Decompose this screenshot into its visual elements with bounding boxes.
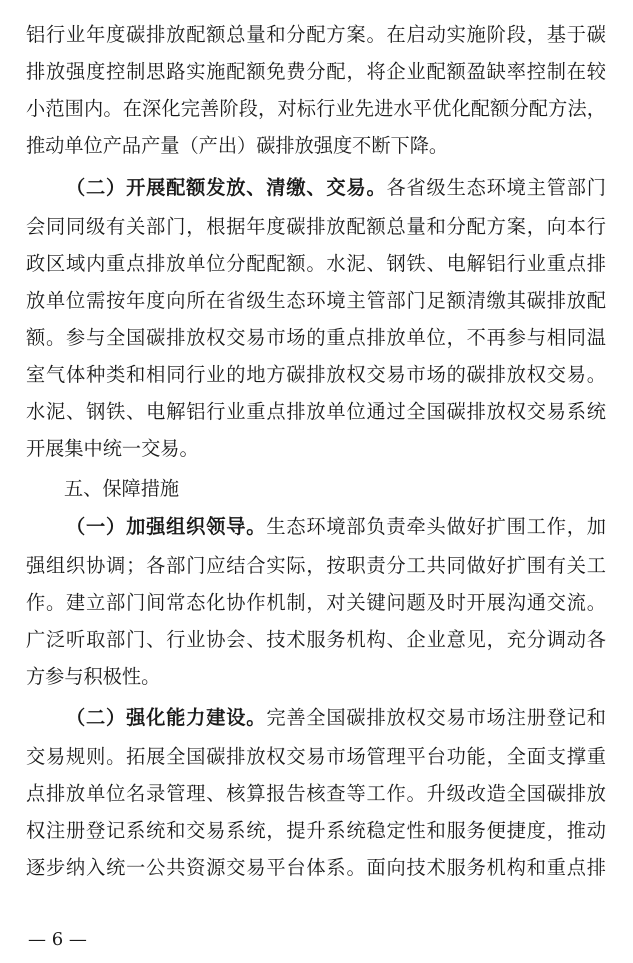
- section-first-line: [66, 705, 606, 731]
- body-text-line: 交易规则。拓展全国碳排放权交易市场管理平台功能，全面支撑重: [26, 745, 606, 768]
- body-text-line: 额。参与全国碳排放权交易市场的重点排放单位，不再参与相同温: [26, 326, 606, 349]
- body-text-line: 作。建立部门间常态化协作机制，对关键问题及时开展沟通交流。: [26, 591, 606, 614]
- body-text-line: 水泥、钢铁、电解铝行业重点排放单位通过全国碳排放权交易系统: [26, 400, 606, 423]
- body-text-line: 方参与积极性。: [26, 665, 161, 688]
- section-heading: 五、保障措施: [64, 477, 180, 500]
- body-text-line: 排放强度控制思路实施配额免费分配，将企业配额盈缺率控制在较: [26, 60, 606, 83]
- page-number: — 6 —: [28, 929, 87, 950]
- body-text-line: 开展集中统一交易。: [26, 437, 199, 460]
- body-text-line: 放单位需按年度向所在省级生态环境主管部门足额清缴其碳排放配: [26, 289, 606, 312]
- section-first-line: [66, 514, 606, 540]
- body-text-line: 广泛听取部门、行业协会、技术服务机构、企业意见，充分调动各: [26, 628, 606, 651]
- section-bold-lead: （二）强化能力建设。: [66, 706, 267, 729]
- body-text-line: 会同同级有关部门，根据年度碳排放配额总量和分配方案，向本行: [26, 215, 606, 238]
- section-lead-rest: 各省级生态环境主管部门: [386, 176, 606, 199]
- body-text-line: 逐步纳入统一公共资源交易平台体系。面向技术服务机构和重点排: [26, 856, 606, 879]
- body-text-line: 推动单位产品产量（产出）碳排放强度不断下降。: [26, 134, 449, 157]
- body-text-line: 室气体种类和相同行业的地方碳排放权交易市场的碳排放权交易。: [26, 363, 606, 386]
- section-bold-lead: （二）开展配额发放、清缴、交易。: [66, 176, 387, 199]
- body-text-line: 点排放单位名录管理、核算报告核查等工作。升级改造全国碳排放: [26, 782, 606, 805]
- section-lead-rest: 生态环境部负责牵头做好扩围工作，加: [266, 515, 606, 538]
- body-text-line: 权注册登记系统和交易系统，提升系统稳定性和服务便捷度，推动: [26, 819, 606, 842]
- body-text-line: 政区域内重点排放单位分配配额。水泥、钢铁、电解铝行业重点排: [26, 252, 606, 275]
- body-text-line: 小范围内。在深化完善阶段，对标行业先进水平优化配额分配方法，: [26, 97, 606, 120]
- section-first-line: [66, 175, 606, 201]
- body-text-line: 强组织协调；各部门应结合实际，按职责分工共同做好扩围有关工: [26, 554, 606, 577]
- section-bold-lead: （一）加强组织领导。: [66, 515, 267, 538]
- body-text-line: 铝行业年度碳排放配额总量和分配方案。在启动实施阶段，基于碳: [26, 23, 606, 46]
- section-lead-rest: 完善全国碳排放权交易市场注册登记和: [266, 706, 606, 729]
